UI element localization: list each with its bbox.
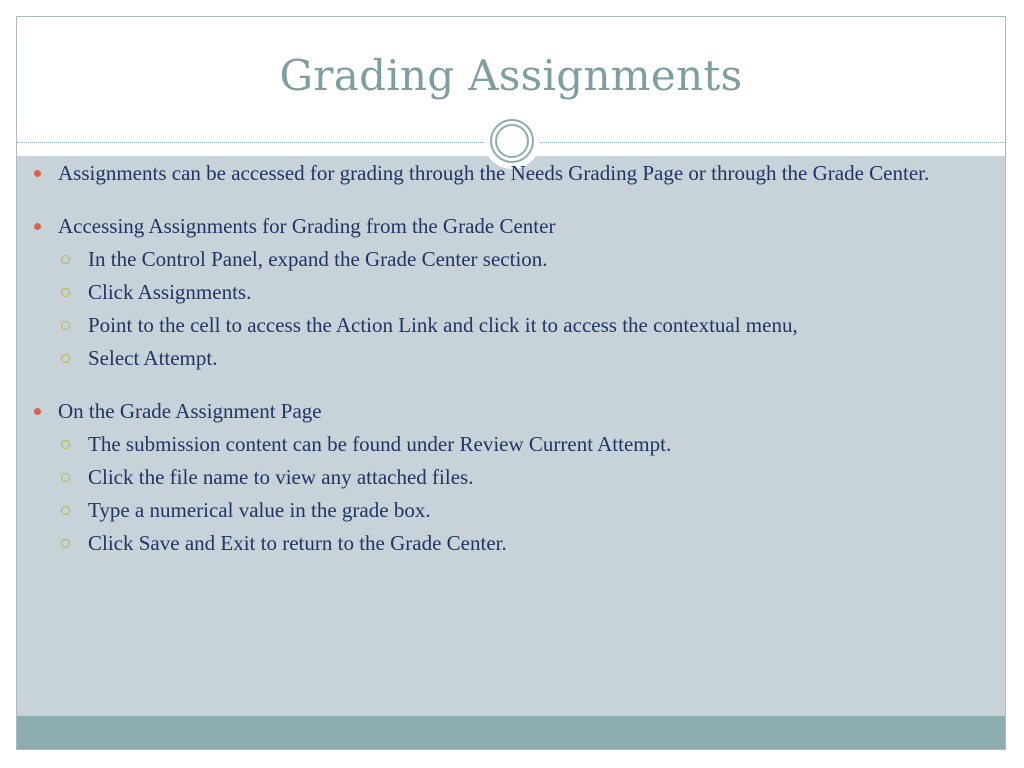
sub-bullet-text: In the Control Panel, expand the Grade Center section. <box>88 247 548 271</box>
bullet-item <box>30 213 970 240</box>
sub-bullet-item <box>30 246 970 273</box>
sub-bullet-text: Click Assignments. <box>88 280 252 304</box>
bullet-text: On the Grade Assignment Page <box>58 399 322 423</box>
slide-body <box>30 160 970 557</box>
bullet-item <box>30 160 970 187</box>
sub-bullet-item <box>30 431 970 458</box>
sub-bullet-circle-icon <box>61 321 70 330</box>
sub-bullet-item <box>30 497 970 524</box>
sub-bullet-circle-icon <box>61 288 70 297</box>
bullet-item <box>30 398 970 425</box>
bullet-dot-icon <box>34 170 41 177</box>
sub-bullet-circle-icon <box>61 506 70 515</box>
sub-bullet-circle-icon <box>61 440 70 449</box>
sub-bullet-item <box>30 279 970 306</box>
bullet-text: Assignments can be accessed for grading through the Needs Grading Page or through the Grade Center. <box>58 161 930 185</box>
slide-title: Grading Assignments <box>279 51 743 100</box>
bullet-dot-icon <box>34 408 41 415</box>
sub-bullet-circle-icon <box>61 354 70 363</box>
sub-bullet-text: Click Save and Exit to return to the Grade Center. <box>88 531 507 555</box>
sub-bullet-text: Select Attempt. <box>88 346 218 370</box>
sub-bullet-text: Type a numerical value in the grade box. <box>88 498 431 522</box>
bullet-dot-icon <box>34 223 41 230</box>
sub-bullet-item <box>30 530 970 557</box>
sub-bullet-circle-icon <box>61 473 70 482</box>
sub-bullet-text: The submission content can be found under Review Current Attempt. <box>88 432 672 456</box>
sub-bullet-text: Point to the cell to access the Action Link and click it to access the contextual menu, <box>88 313 798 337</box>
bullet-text: Accessing Assignments for Grading from the Grade Center <box>58 214 556 238</box>
sub-bullet-text: Click the file name to view any attached files. <box>88 465 474 489</box>
sub-bullet-circle-icon <box>61 539 70 548</box>
sub-bullet-circle-icon <box>61 255 70 264</box>
sub-bullet-item <box>30 312 970 339</box>
sub-bullet-item <box>30 345 970 372</box>
footer-bar <box>17 716 1005 750</box>
sub-bullet-item <box>30 464 970 491</box>
